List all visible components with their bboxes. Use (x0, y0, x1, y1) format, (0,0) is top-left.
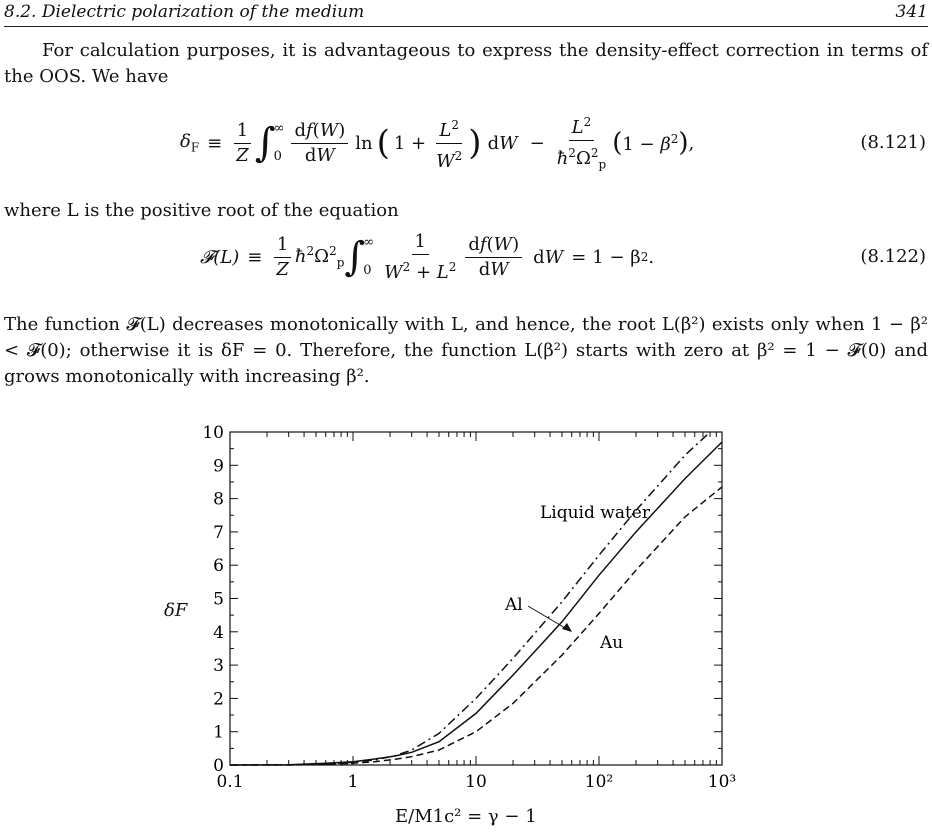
x-tick-label: 0.1 (216, 772, 244, 792)
eq2-lhs: 𝓕(L) (200, 246, 240, 268)
annotation-liquid-water: Liquid water (540, 503, 650, 523)
equation-8-122: 𝓕(L) ≡ $\frac{1}{Z}$ $ħ^2\Omega^2_p$ ∫ ∞ 0 $\frac{1}{W^2 + L^2}$ $\frac{df(W)}{dW}$ dW = 1 − β 2 . (8.122) (200, 230, 926, 283)
page-number: 341 (895, 2, 928, 22)
density-effect-plot (160, 420, 760, 830)
y-tick-label: 2 (213, 689, 224, 710)
y-tick-label: 8 (213, 489, 224, 510)
series-line-liquid-water (230, 432, 710, 765)
plot-frame (230, 432, 722, 765)
eq1-lhs: $\delta_F$ (180, 131, 200, 155)
eq2-rhs: 1 − β (592, 246, 641, 268)
equation-number-1: (8.121) (860, 132, 926, 153)
y-tick-label: 1 (213, 722, 224, 743)
series-line-au (230, 487, 722, 765)
density-effect-figure (160, 420, 760, 830)
x-axis-title: E/M1c² = γ − 1 (395, 806, 537, 827)
running-header (4, 0, 928, 27)
equation-number-2: (8.122) (860, 246, 926, 267)
annotation-al-arrowhead (562, 623, 572, 632)
y-tick-label: 4 (213, 622, 224, 643)
x-tick-label: 10 (465, 772, 487, 792)
paragraph-root: where L is the positive root of the equation (4, 200, 399, 221)
y-tick-label: 0 (213, 756, 224, 776)
section-title: 8.2. Dielectric polarization of the medium (4, 2, 365, 22)
y-tick-label: 6 (213, 556, 224, 577)
x-tick-label: 10³ (707, 772, 737, 792)
equation-8-121: $\delta_F$ ≡ $\frac{1}{Z}$ ∫ ∞ 0 $\frac{df(W)}{dW}$ ln ( 1 + $\frac{L^2}{W^2}$ ) dW − $\frac{L^2}{ħ^2\Omega^2_p}$ ( $1 - \beta^2$ ) , (8.121) (0, 108, 932, 178)
annotation-au: Au (600, 633, 624, 653)
paragraph-discussion: The function 𝓕(L) decreases monotonically with L, and hence, the root L(β²) exists only when 1 − β² < 𝓕(0); otherwise it is δF = 0. Therefore, the function L(β²) starts with zero at β² = 1 − 𝓕(0) and grows monotonically with increasing β². (4, 314, 928, 387)
y-tick-label: 9 (213, 456, 224, 477)
annotation-al: Al (505, 595, 523, 615)
y-tick-label: 10 (202, 423, 224, 443)
x-tick-label: 1 (347, 772, 359, 792)
x-tick-label: 10² (584, 772, 614, 792)
paragraph-intro: For calculation purposes, it is advantageous to express the density-effect correction in terms of the OOS. We have (4, 40, 928, 87)
y-axis-title: δF (164, 600, 188, 621)
series-line-al (230, 442, 722, 765)
y-tick-label: 7 (213, 522, 224, 543)
y-tick-label: 3 (213, 656, 224, 677)
y-tick-label: 5 (213, 589, 224, 610)
